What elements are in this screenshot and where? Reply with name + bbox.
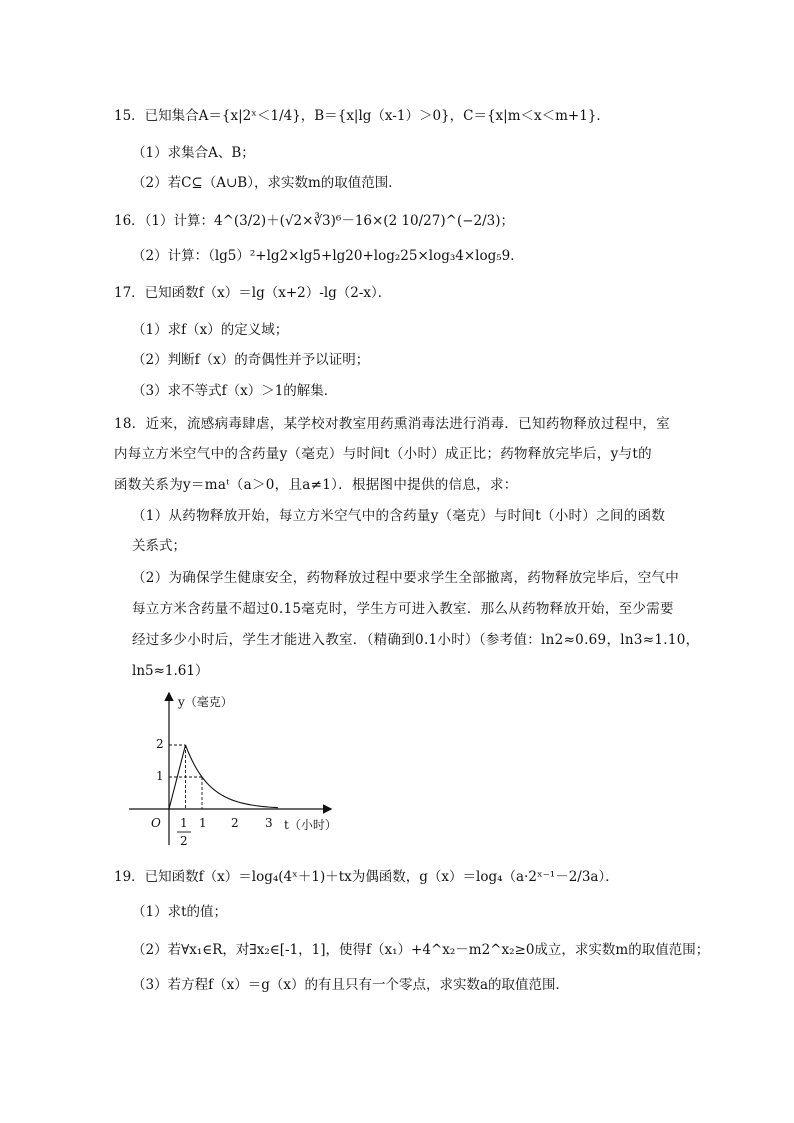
q17-stem: 17．已知函数f（x）＝lg（x+2）-lg（2-x）．: [114, 285, 392, 301]
x-axis-label: t（小时）: [284, 818, 337, 832]
x-tick-2: 2: [231, 816, 239, 830]
decay-curve: [186, 745, 278, 808]
half-tick-numerator: 1: [180, 816, 188, 830]
dashed-guides: [169, 745, 202, 809]
q15-part2: （2）若C⊆（A∪B），求实数m的取值范围．: [132, 175, 402, 191]
q18-part1-cont: 关系式；: [132, 538, 186, 554]
q15-part1: （1）求集合A、B；: [132, 145, 255, 161]
x-tick-1: 1: [199, 816, 207, 830]
x-tick-3: 3: [265, 816, 273, 830]
origin-label: O: [151, 816, 161, 830]
q18-line2: 内每立方米空气中的含药量y（毫克）与时间t（小时）成正比；药物释放完毕后，y与t的: [114, 446, 652, 462]
y-axis-label: y（毫克）: [178, 695, 233, 709]
q17-part3: （3）求不等式f（x）＞1的解集．: [132, 383, 338, 399]
q15-stem: 15．已知集合A＝{x|2ˣ＜1/4}，B＝{x|lg（x-1）＞0}，C＝{x|m＜x＜m+1}．: [114, 108, 610, 124]
y-tick-1: 1: [156, 769, 164, 783]
q17-part1: （1）求f（x）的定义域；: [132, 322, 289, 338]
q18-part2-cont3: ln5≈1.61）: [132, 663, 209, 679]
q18-part1: （1）从药物释放开始，每立方米空气中的含药量y（毫克）与时间t（小时）之间的函数: [132, 508, 666, 524]
q19-part3: （3）若方程f（x）＝g（x）的有且只有一个零点，求实数a的取值范围．: [132, 977, 570, 993]
q18-part2-cont1: 每立方米含药量不超过0.15毫克时，学生方可进入教室．那么从药物释放开始，至少需要: [132, 601, 674, 617]
q18-line1: 18．近来，流感病毒肆虐，某学校对教室用药熏消毒法进行消毒．已知药物释放过程中，室: [114, 416, 670, 432]
y-tick-2: 2: [156, 737, 164, 751]
q16-part1: 16．（1）计算：4^(3/2)＋(√2×∛3)⁶－16×(2 10/27)^(−2/3)；: [114, 213, 515, 229]
half-tick-denominator: 2: [180, 834, 188, 848]
q18-part2: （2）为确保学生健康安全，药物释放过程中要求学生全部撤离，药物释放完毕后，空气中: [132, 570, 680, 586]
drug-concentration-graph: [125, 690, 340, 850]
q16-part2: （2）计算：（lg5）²+lg2×lg5+lg20+log₂25×log₃4×log₅9．: [132, 248, 524, 264]
q19-stem: 19．已知函数f（x）＝log₄(4ˣ＋1)＋tx为偶函数，g（x）＝log₄（a·2ˣ⁻¹－2/3a）．: [114, 869, 619, 885]
q17-part2: （2）判断f（x）的奇偶性并予以证明；: [132, 352, 370, 368]
q18-line3: 函数关系为y＝maᵗ（a＞0，且a≠1）．根据图中提供的信息，求：: [114, 477, 518, 493]
q19-part1: （1）求t的值；: [132, 904, 228, 920]
q19-part2: （2）若∀x₁∈R，对∃x₂∈[-1，1]，使得f（x₁）+4^x₂－m2^x₂≥0成立，求实数m的取值范围；: [132, 942, 710, 958]
q18-part2-cont2: 经过多少小时后，学生才能进入教室．（精确到0.1小时）（参考值：ln2≈0.69，ln3≈1.10，: [132, 632, 700, 648]
